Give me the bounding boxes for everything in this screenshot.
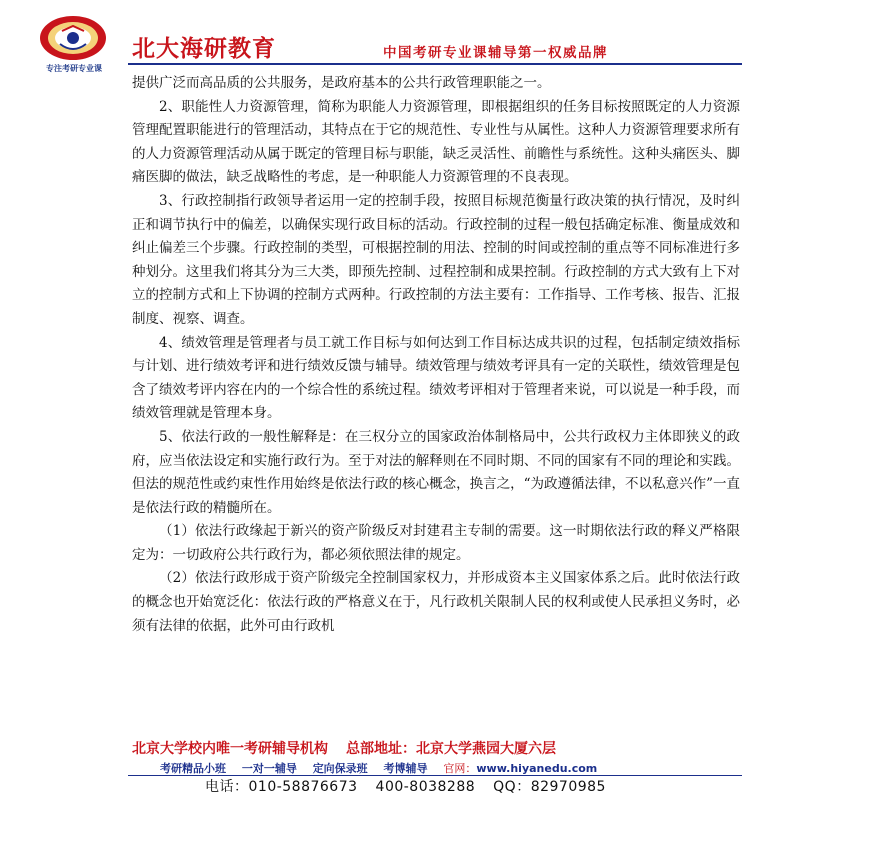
footer-institution-line	[132, 738, 556, 758]
footer-phone: 电话：010-58876673	[205, 779, 358, 795]
paragraph: 提供广泛而高品质的公共服务，是政府基本的公共行政管理职能之一。	[132, 75, 551, 91]
site-label: 官网：	[443, 762, 477, 775]
footer-phone2: 400-8038288	[375, 779, 476, 795]
footer-services-line	[160, 760, 597, 776]
service-item: 考研精品小班	[160, 762, 226, 775]
logo-emblem-icon	[38, 14, 108, 62]
service-item: 定向保录班	[312, 762, 368, 775]
paragraph: 4、绩效管理是管理者与员工就工作目标与如何达到工作目标达成共识的过程，包括制定绩效指标与计划、进行绩效考评和进行绩效反馈与辅导。绩效管理与绩效考评具有一定的关联性，绩效管理是包含了绩效考评内容在内的一个综合性的系统过程。绩效考评相对于管理者来说，可以说是一种手段，而绩效管理就是管理本身。	[132, 334, 740, 422]
footer-address: 总部地址：北京大学燕园大厦六层	[346, 741, 556, 757]
paragraph: 3、行政控制指行政领导者运用一定的控制手段，按照目标规范衡量行政决策的执行情况，及时纠正和调节执行中的偏差，以确保实现行政目标的活动。行政控制的过程一般包括确定标准、衡量成效和纠止偏差三个步骤。行政控制的类型，可根据控制的用法、控制的时间或控制的重点等不同标准进行多种划分。这里我们将其分为三大类，即预先控制、过程控制和成果控制。行政控制的方式大致有上下对立的控制方式和上下协调的控制方式两种。行政控制的方法主要有：工作指导、工作考核、报告、汇报制度、视察、调查。	[132, 192, 740, 327]
site-link[interactable]: www.hiyanedu.com	[476, 762, 598, 775]
paragraph: （1）依法行政缘起于新兴的资产阶级反对封建君主专制的需要。这一时期依法行政的释义严格限定为：一切政府公共行政行为，都必须依照法律的规定。	[132, 523, 740, 563]
brand-name: 北大海研教育	[132, 36, 276, 62]
header-divider	[128, 63, 742, 65]
logo-caption: 专注考研专业课	[46, 64, 102, 73]
service-item: 一对一辅导	[241, 762, 297, 775]
service-item: 考博辅导	[383, 762, 428, 775]
paragraph: 2、职能性人力资源管理，简称为职能人力资源管理，即根据组织的任务目标按照既定的人力资源管理配置职能进行的管理活动，其特点在于它的规范性、专业性与从属性。这种人力资源管理要求所有的人力资源管理活动从属于既定的管理目标与职能，缺乏灵活性、前瞻性与系统性。这种头痛医头、脚痛医脚的做法，缺乏战略性的考虑，是一种职能人力资源管理的不良表现。	[132, 98, 740, 186]
brand-slogan: 中国考研专业课辅导第一权威品牌	[383, 45, 608, 61]
footer-qq: QQ：82970985	[493, 779, 606, 795]
paragraph: 5、依法行政的一般性解释是：在三权分立的国家政治体制格局中，公共行政权力主体即狭义的政府，应当依法设定和实施行政行为。至于对法的解释则在不同时期、不同的国家有不同的理论和实践。但法的规范性或约束性作用始终是依法行政的核心概念，换言之，“为政遵循法律，不以私意兴作”一直是依法行政的精髓所在。	[132, 428, 740, 516]
document-body	[132, 72, 740, 638]
paragraph: （2）依法行政形成于资产阶级完全控制国家权力，并形成资本主义国家体系之后。此时依法行政的概念也开始宽泛化：依法行政的严格意义在于，凡行政机关限制人民的权利或使人民承担义务时，必须有法律的依据，此外可由行政机	[132, 570, 740, 634]
footer-institution: 北京大学校内唯一考研辅导机构	[132, 741, 328, 757]
footer-contact-line	[205, 776, 624, 796]
